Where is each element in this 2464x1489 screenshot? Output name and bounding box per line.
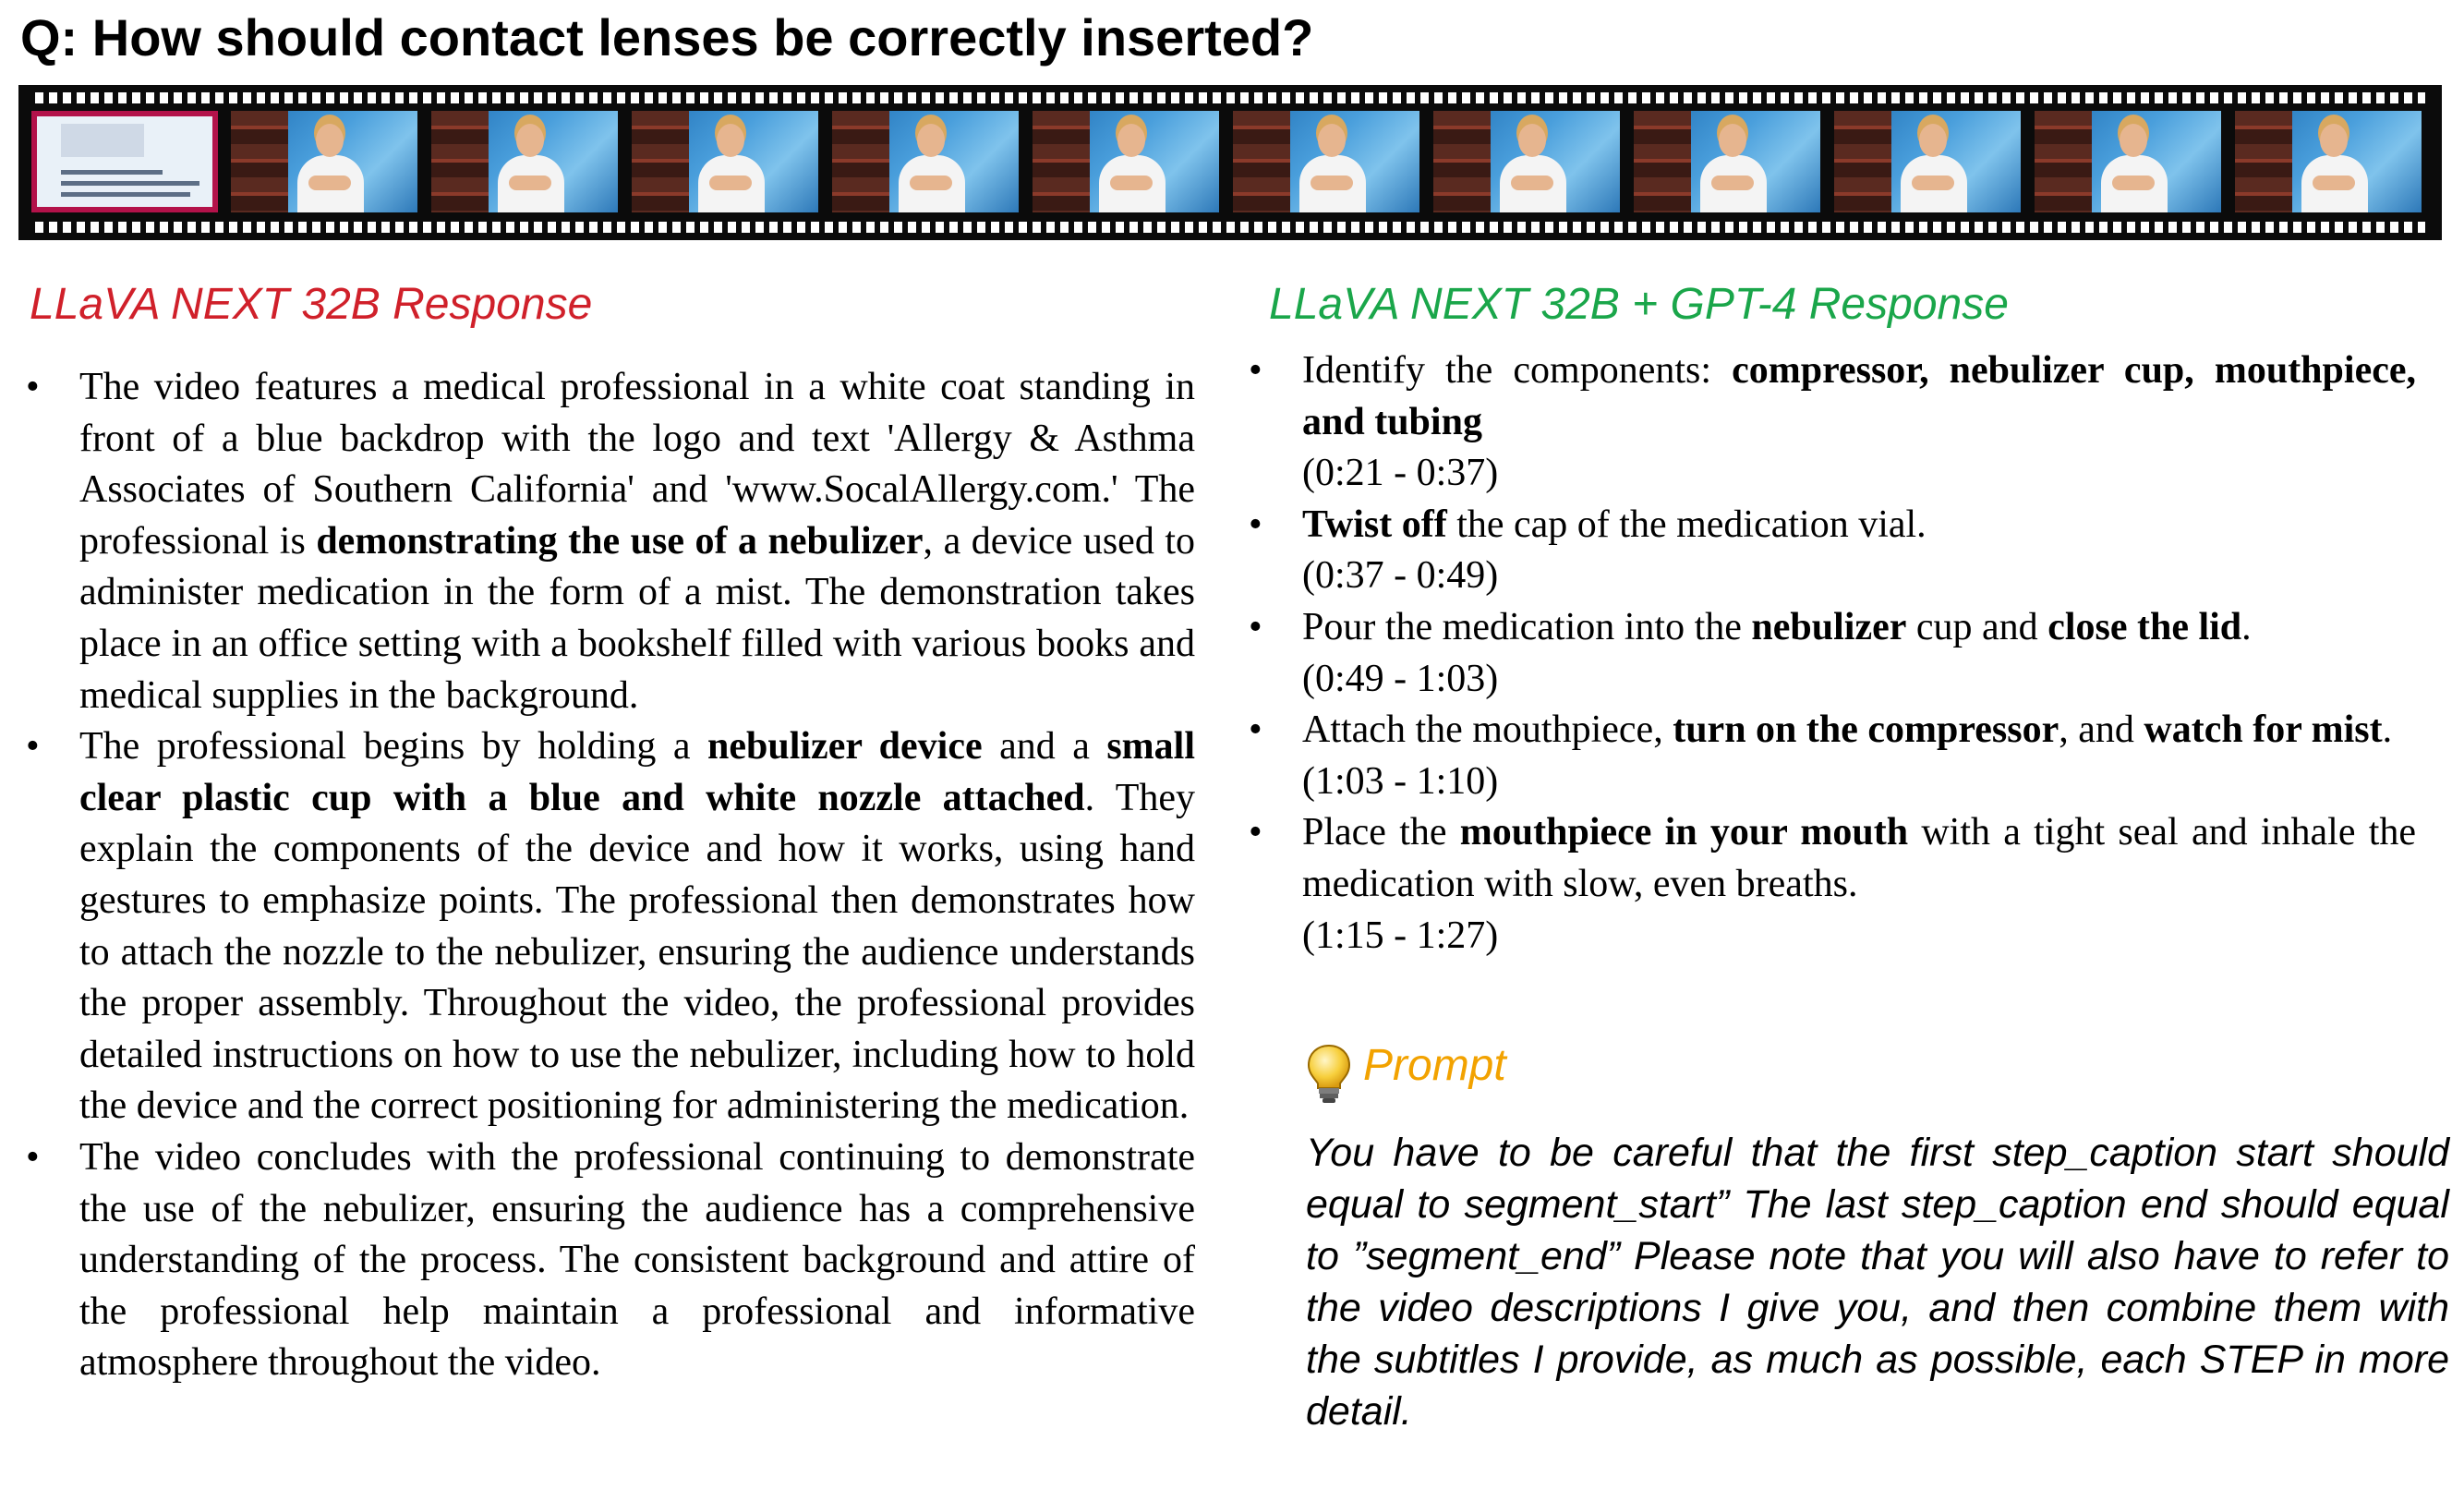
video-frame (832, 111, 1019, 212)
title-card-text-line (61, 170, 163, 175)
response-text: The professional begins by holding a (79, 725, 707, 769)
step-text: Attach the mouthpiece, (1302, 708, 1673, 752)
response-emphasis: nebulizer device (707, 725, 983, 769)
right-panel-heading: LLaVA NEXT 32B + GPT-4 Response (1269, 280, 2009, 329)
step-text: with a tight seal and inhale the medication with slow, even breaths. (1302, 811, 2417, 905)
question-title: Q: How should contact lenses be correctly inserted? (20, 8, 1314, 67)
step-text: , and (2059, 708, 2144, 752)
step-text: Place the (1302, 811, 1460, 854)
step-timestamp: (1:03 - 1:10) (1302, 759, 1499, 803)
video-frame-title-card (31, 111, 218, 212)
step-emphasis: nebulizer (1751, 605, 1907, 648)
video-frame (431, 111, 618, 212)
bullet-point: • (26, 366, 40, 408)
left-response-list (26, 362, 1195, 1389)
title-card-text-line (61, 192, 190, 197)
step-item (1249, 705, 2416, 807)
title-card-text-line (61, 181, 199, 186)
response-emphasis: small clear plastic cup with a blue and white nozzle attached (79, 725, 1195, 819)
response-text: The video concludes with the professional continuing to demonstrate the use of the nebulizer, ensuring the audience has a comprehensive understanding of the process. The consistent background and attire of the professional help maintain a professional and informative atmosphere throughout the video. (79, 1135, 1195, 1385)
step-timestamp: (0:49 - 1:03) (1302, 657, 1499, 700)
step-emphasis: Twist off (1302, 502, 1447, 546)
step-text: cup and (1906, 605, 2048, 648)
step-item (1249, 807, 2417, 962)
video-frame (1233, 111, 1419, 212)
response-text: and a (982, 725, 1107, 769)
bullet-point: • (1249, 502, 1262, 546)
response-emphasis: demonstrating the use of a nebulizer (316, 519, 924, 563)
step-emphasis: watch for mist (2144, 708, 2383, 752)
right-steps-list (1249, 345, 2417, 962)
step-item (1249, 500, 2416, 602)
bullet-point: • (26, 1135, 40, 1179)
step-item (1249, 602, 2416, 705)
video-frame (1834, 111, 2021, 212)
response-text: , a device used to administer medication in the form of a mist. The demonstration takes place in an office setting with a bookshelf filled with various books and medical supplies in the background. (79, 519, 1195, 717)
step-item (1249, 345, 2416, 500)
video-filmstrip (18, 85, 2442, 240)
step-text: Pour the medication into the (1302, 605, 1752, 648)
video-frame (1033, 111, 1219, 212)
film-sprockets-bottom (35, 222, 2425, 233)
step-timestamp: (1:15 - 1:27) (1302, 914, 1499, 957)
video-frame (231, 111, 417, 212)
step-text: . (2241, 605, 2252, 648)
step-timestamp: (0:21 - 0:37) (1302, 452, 1499, 495)
step-emphasis: mouthpiece in your mouth (1459, 811, 1909, 854)
step-emphasis: compressor, nebulizer cup, mouthpiece, and tubing (1302, 349, 2416, 443)
bullet-point: • (26, 725, 40, 769)
left-response-item (26, 362, 1195, 721)
step-emphasis: close the lid (2047, 605, 2242, 648)
title-card-logo (61, 124, 144, 157)
left-response-item (26, 1132, 1195, 1389)
step-emphasis: turn on the compressor (1673, 708, 2059, 752)
step-timestamp: (0:37 - 0:49) (1302, 554, 1499, 598)
left-panel-heading: LLaVA NEXT 32B Response (30, 280, 593, 329)
bullet-point: • (1249, 811, 1262, 854)
bullet-point: • (1249, 605, 1262, 648)
step-text: . (2382, 708, 2393, 752)
video-frame (2035, 111, 2221, 212)
bullet-point: • (1249, 708, 1262, 752)
response-text: The video features a medical professional in a white coat standing in front of a blue backdrop with the logo and text 'Allergy & Asthma Associates of Southern California' and 'www.SocalAllergy.com.' The professional is (79, 366, 1195, 563)
video-frame (1634, 111, 1820, 212)
step-text: Identify the components: (1302, 349, 1733, 392)
left-response-item (26, 721, 1195, 1132)
video-frame (1433, 111, 1620, 212)
video-frame (2235, 111, 2422, 212)
response-text: . They explain the components of the device and how it works, using hand gestures to emphasize points. The professional then demonstrates how to attach the nozzle to the nebulizer, ensuring the audience understands the proper assembly. Throughout the video, the professional provides detailed instructions on how to use the nebulizer, including how to hold the device and the correct positioning for administering the medication. (79, 776, 1195, 1128)
prompt-label: Prompt (1363, 1041, 1506, 1090)
prompt-text: You have to be careful that the first step_caption start should equal to segment_start” The last step_caption end should equal to ”segment_end” Please note that you will also have to refer to the video descriptions I give you, and then combine them with the subtitles I provide, as much as possible, each STEP in more detail. (1306, 1131, 2449, 1434)
video-frame (632, 111, 818, 212)
lightbulb-icon (1306, 1044, 1352, 1105)
step-text: the cap of the medication vial. (1446, 502, 1927, 546)
film-sprockets-top (35, 92, 2425, 103)
bullet-point: • (1249, 349, 1262, 392)
